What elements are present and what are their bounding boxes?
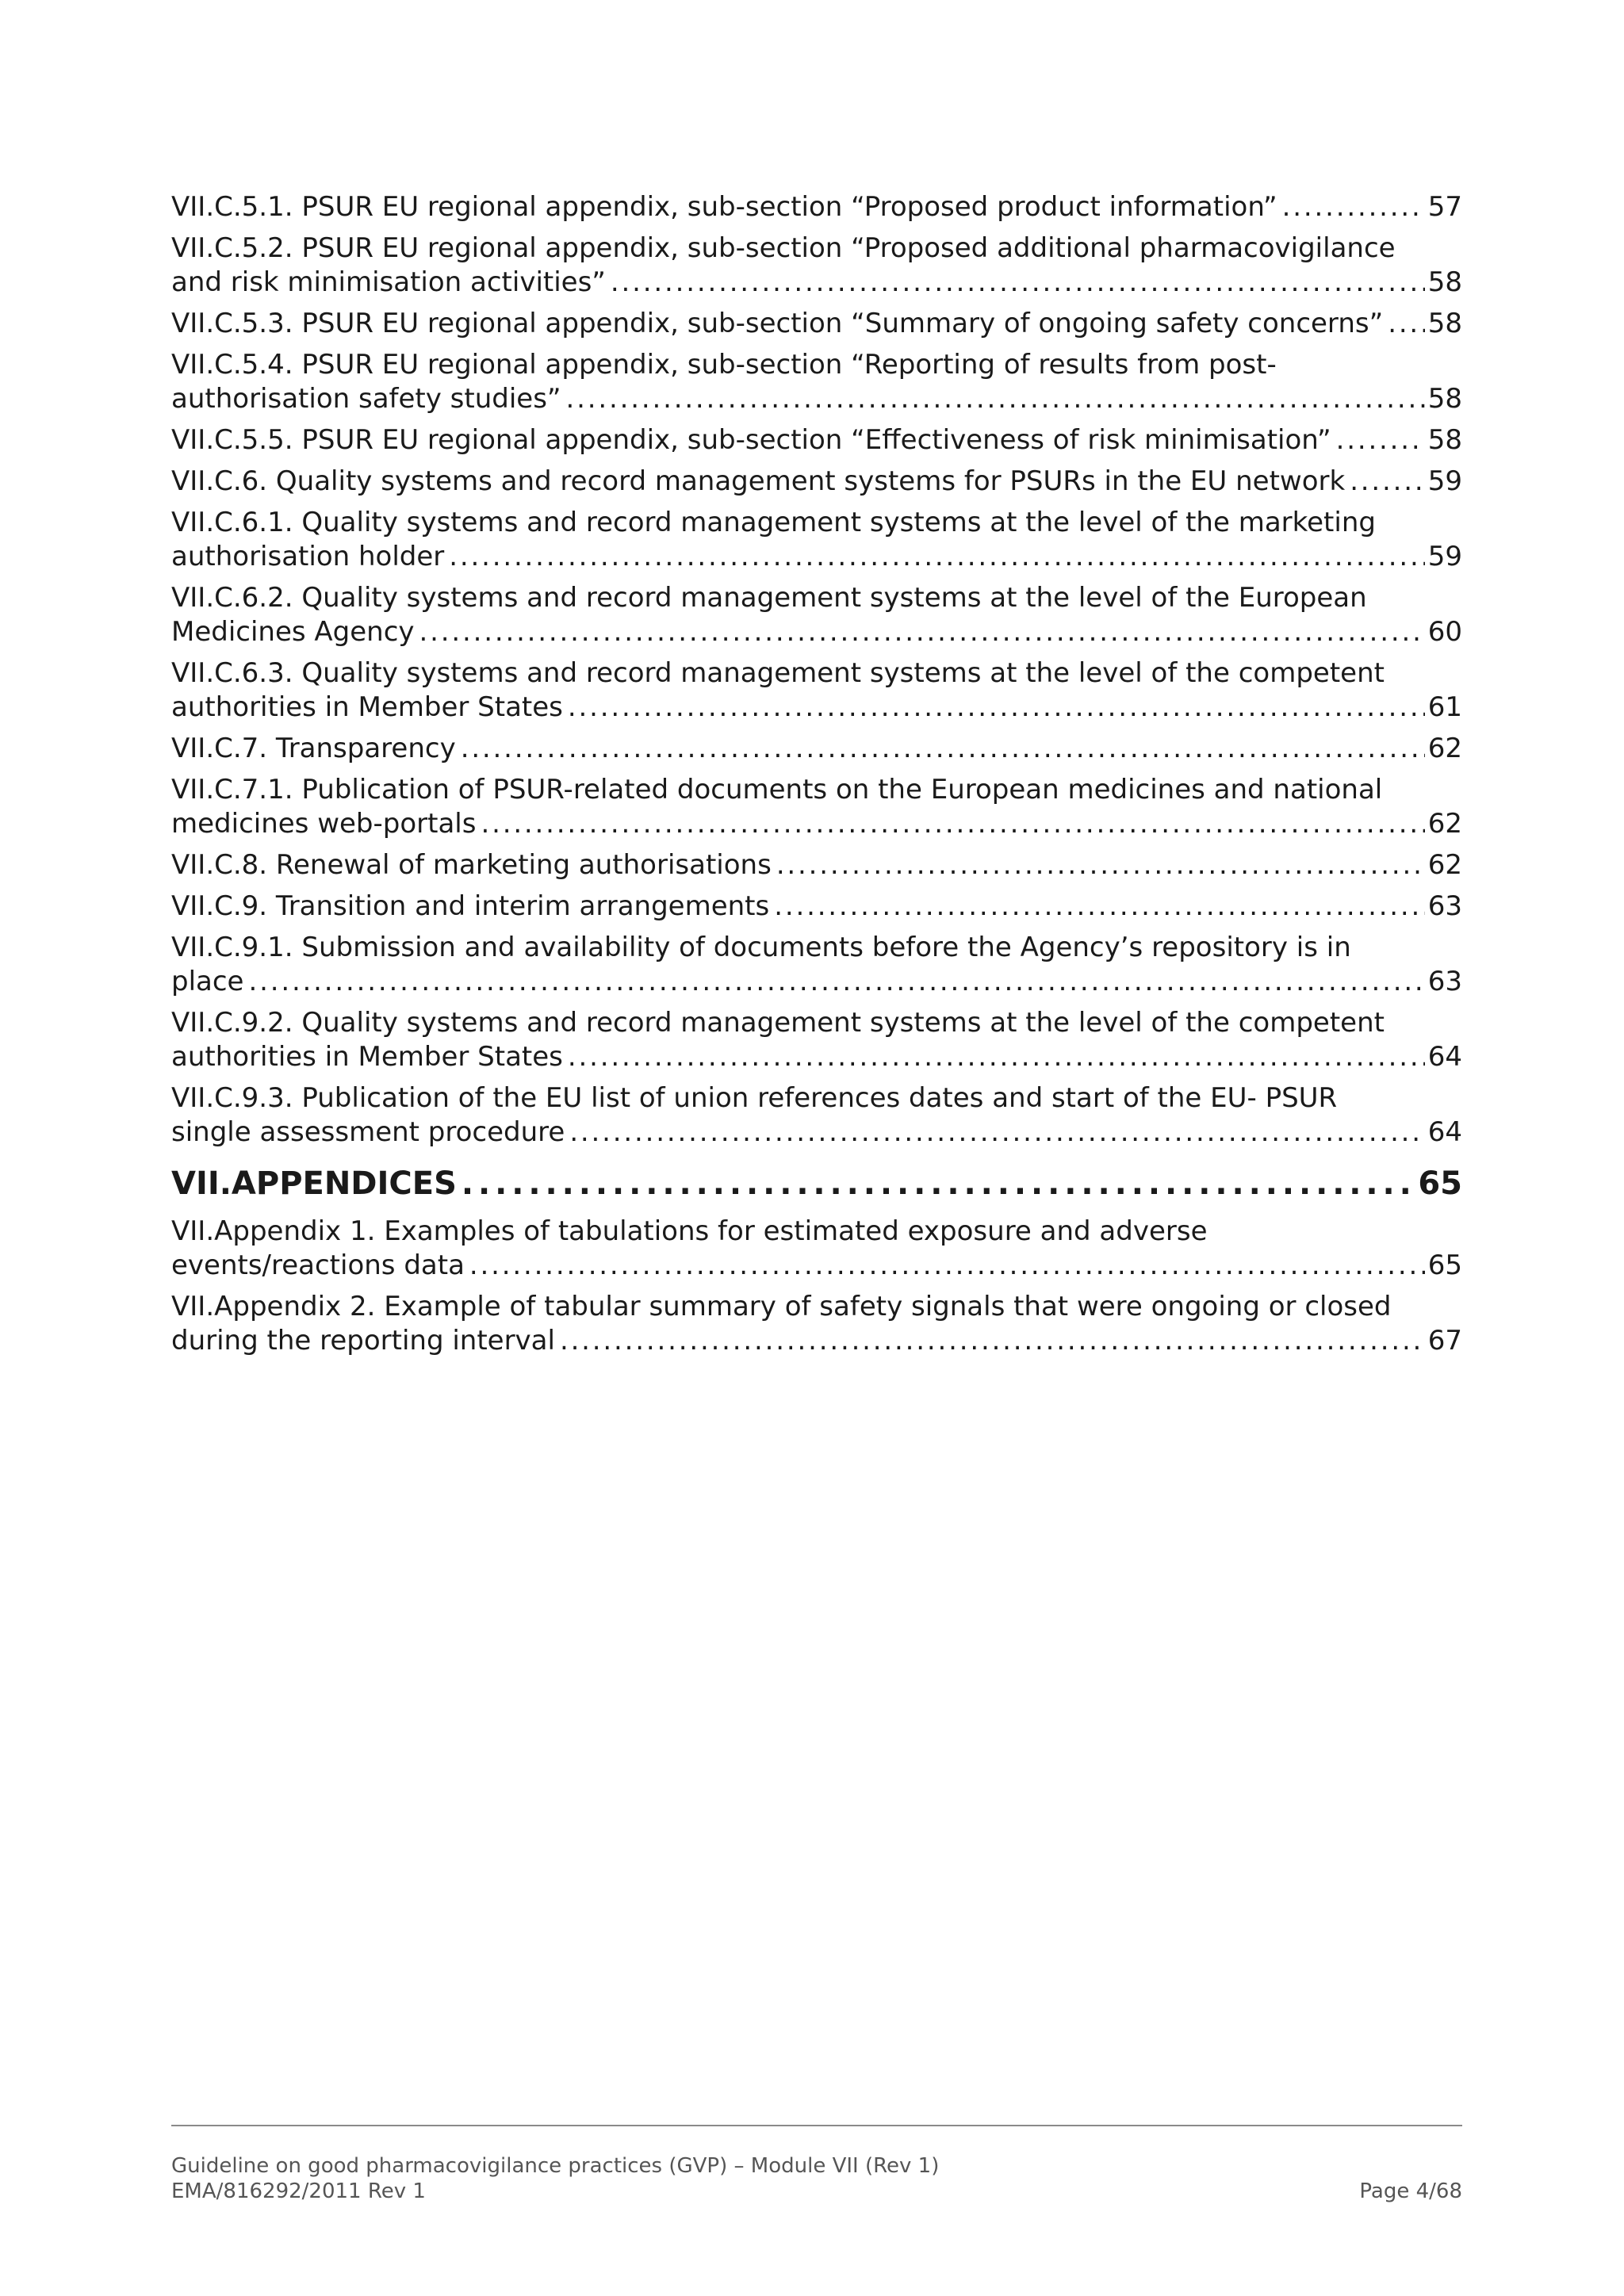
toc-dot-leader [449,540,1424,574]
toc-page-number: 64 [1427,1116,1462,1148]
toc-entry-title: VII.C.5.1. PSUR EU regional appendix, sub-section “Proposed product information” [171,191,1277,223]
toc-entry-title-continuation: and risk minimisation activities” [171,266,606,298]
toc-entry-title: VII.C.5.2. PSUR EU regional appendix, sub-section “Proposed additional pharmacovigilance [171,232,1396,264]
toc-entry-title-continuation: medicines web-portals [171,808,477,840]
footer-document-reference: EMA/816292/2011 Rev 1 [171,2179,426,2203]
toc-entry-title-continuation: authorisation safety studies” [171,383,561,415]
toc-dot-leader [611,266,1425,300]
toc-page-number: 62 [1427,849,1462,881]
toc-entry[interactable] [171,732,1462,766]
footer-document-title: Guideline on good pharmacovigilance practices (GVP) – Module VII (Rev 1) [171,2154,940,2178]
toc-dot-leader [481,807,1424,841]
toc-entry-title: VII.C.6.3. Quality systems and record management systems at the level of the competent [171,657,1385,689]
toc-entry[interactable] [171,1006,1462,1074]
toc-entry-title-continuation: authorities in Member States [171,1041,563,1073]
toc-entry[interactable] [171,931,1462,999]
toc-page-number: 63 [1427,890,1462,922]
toc-entry-title: VII.C.9.1. Submission and availability of documents before the Agency’s repository is in [171,932,1351,963]
toc-entry-title-continuation: Medicines Agency [171,616,415,648]
toc-entry[interactable] [171,890,1462,924]
toc-entry-title: VII.C.9. Transition and interim arrangements [171,890,770,922]
toc-entry-title-continuation: authorisation holder [171,541,445,572]
toc-page-number: 60 [1427,616,1462,648]
toc-dot-leader [469,1249,1425,1283]
toc-page-number: 64 [1427,1041,1462,1073]
toc-dot-leader [568,691,1425,725]
toc-page-number: 62 [1427,733,1462,764]
table-of-contents [171,190,1462,1365]
toc-page-number: 67 [1427,1325,1462,1357]
toc-dot-leader [560,1324,1425,1358]
toc-entry-title: VII.Appendix 2. Example of tabular summary of safety signals that were ongoing or closed [171,1291,1392,1322]
toc-dot-leader [566,382,1425,416]
toc-page-number: 58 [1427,308,1462,339]
toc-entry[interactable] [171,348,1462,416]
toc-page-number: 63 [1427,966,1462,997]
toc-page-number: 58 [1427,266,1462,298]
toc-page-number: 59 [1427,465,1462,497]
toc-entry-title: VII.C.5.3. PSUR EU regional appendix, sub-section “Summary of ongoing safety concerns” [171,308,1384,339]
toc-entry-title-continuation: during the reporting interval [171,1325,555,1357]
toc-page-number: 62 [1427,808,1462,840]
toc-entry[interactable] [171,1290,1462,1358]
toc-entry-title-continuation: single assessment procedure [171,1116,565,1148]
toc-entry-title-continuation: authorities in Member States [171,691,563,723]
toc-dot-leader [462,1164,1415,1203]
toc-entry-title: VII.C.6. Quality systems and record management systems for PSURs in the EU network [171,465,1346,497]
toc-page-number: 65 [1418,1165,1462,1202]
toc-entry[interactable] [171,656,1462,725]
toc-entry-title: VII.C.5.5. PSUR EU regional appendix, sub-section “Effectiveness of risk minimisation” [171,424,1331,456]
toc-entry[interactable] [171,307,1462,341]
toc-entry-title-continuation: events/reactions data [171,1249,465,1281]
toc-page-number: 61 [1427,691,1462,723]
toc-dot-leader [776,848,1425,882]
toc-entry-title: VII.C.9.3. Publication of the EU list of union references dates and start of the EU- PSUR [171,1082,1338,1114]
toc-entry[interactable] [171,773,1462,841]
toc-entry-title: VII.C.9.2. Quality systems and record management systems at the level of the competent [171,1007,1385,1039]
toc-entry[interactable] [171,581,1462,649]
toc-entry[interactable] [171,848,1462,882]
toc-dot-leader [419,615,1425,649]
toc-dot-leader [248,965,1424,999]
toc-page-number: 59 [1427,541,1462,572]
toc-dot-leader [1350,465,1425,499]
toc-dot-leader [774,890,1425,924]
footer-page-number: Page 4/68 [1359,2179,1462,2203]
toc-entry-title: VII.Appendix 1. Examples of tabulations for estimated exposure and adverse [171,1215,1208,1247]
toc-page-number: 57 [1427,191,1462,223]
page-footer [171,2125,1462,2204]
toc-dot-leader [1388,307,1425,341]
toc-dot-leader [1336,423,1425,457]
toc-dot-leader [568,1040,1425,1074]
toc-page-number: 58 [1427,383,1462,415]
toc-page-number: 58 [1427,424,1462,456]
toc-entry-title: VII.APPENDICES [171,1165,457,1202]
toc-section-heading[interactable] [171,1164,1462,1203]
toc-dot-leader [1282,190,1425,224]
toc-entry[interactable] [171,465,1462,499]
toc-entry-title: VII.C.7.1. Publication of PSUR-related documents on the European medicines and national [171,774,1383,806]
toc-entry[interactable] [171,1215,1462,1283]
toc-entry-title: VII.C.6.2. Quality systems and record management systems at the level of the European [171,582,1367,614]
toc-entry[interactable] [171,232,1462,300]
toc-page-number: 65 [1427,1249,1462,1281]
toc-dot-leader [461,732,1425,766]
toc-entry-title: VII.C.6.1. Quality systems and record management systems at the level of the marketing [171,507,1376,538]
toc-entry[interactable] [171,423,1462,457]
toc-entry-title: VII.C.8. Renewal of marketing authorisations [171,849,772,881]
toc-entry-title: VII.C.5.4. PSUR EU regional appendix, sub-section “Reporting of results from post- [171,349,1277,381]
toc-entry[interactable] [171,190,1462,224]
toc-entry[interactable] [171,1081,1462,1150]
toc-entry[interactable] [171,506,1462,574]
toc-entry-title: VII.C.7. Transparency [171,733,456,764]
toc-entry-title-continuation: place [171,966,244,997]
toc-dot-leader [569,1115,1424,1150]
